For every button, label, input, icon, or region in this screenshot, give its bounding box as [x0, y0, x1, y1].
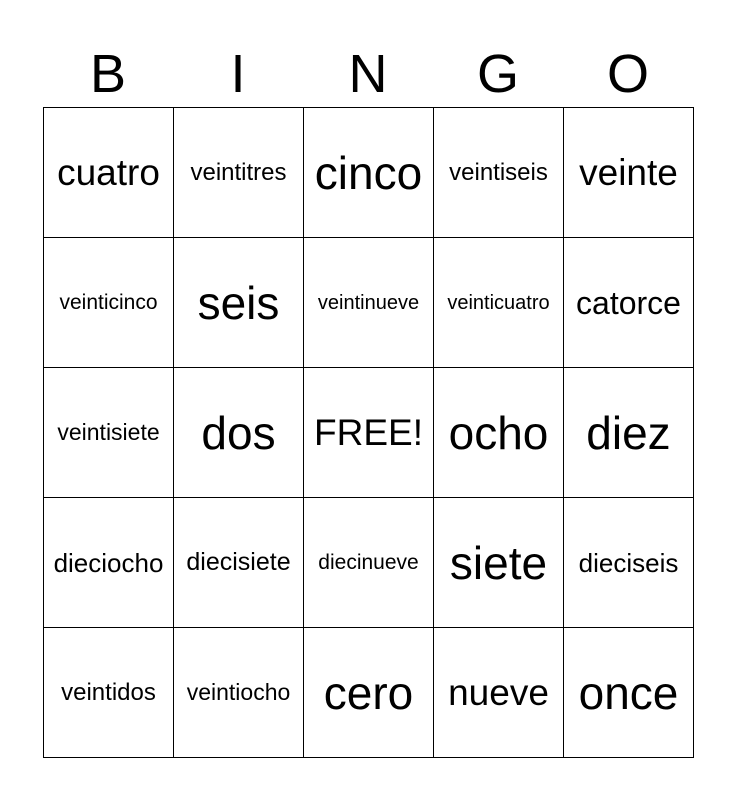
header-letter-g: G	[476, 44, 519, 104]
bingo-cell[interactable]: cero	[304, 628, 434, 758]
header-letter-o: O	[606, 44, 649, 104]
bingo-cell[interactable]: diecinueve	[304, 498, 434, 628]
bingo-cell[interactable]: veinticuatro	[434, 238, 564, 368]
bingo-cell[interactable]: once	[564, 628, 694, 758]
bingo-cell[interactable]: cinco	[304, 108, 434, 238]
bingo-cell[interactable]: catorce	[564, 238, 694, 368]
bingo-cell[interactable]: cuatro	[44, 108, 174, 238]
free-space[interactable]: FREE!	[304, 368, 434, 498]
bingo-cell[interactable]: veinte	[564, 108, 694, 238]
header-letter-b: B	[89, 44, 127, 104]
bingo-cell[interactable]: ocho	[434, 368, 564, 498]
bingo-cell[interactable]: veintiseis	[434, 108, 564, 238]
bingo-cell[interactable]: veintiocho	[174, 628, 304, 758]
bingo-cell[interactable]: veintitres	[174, 108, 304, 238]
bingo-cell[interactable]: diez	[564, 368, 694, 498]
bingo-cell[interactable]: diecisiete	[174, 498, 304, 628]
bingo-cell[interactable]: dieciseis	[564, 498, 694, 628]
bingo-cell[interactable]: dieciocho	[44, 498, 174, 628]
bingo-cell[interactable]: siete	[434, 498, 564, 628]
bingo-cell[interactable]: veintidos	[44, 628, 174, 758]
bingo-cell[interactable]: veinticinco	[44, 238, 174, 368]
bingo-cell[interactable]: nueve	[434, 628, 564, 758]
bingo-header	[43, 40, 693, 108]
bingo-cell[interactable]: veintinueve	[304, 238, 434, 368]
header-letter-i: I	[230, 44, 246, 104]
bingo-cell[interactable]: dos	[174, 368, 304, 498]
header-letter-n: N	[348, 44, 388, 104]
bingo-cell[interactable]: seis	[174, 238, 304, 368]
bingo-board	[43, 107, 694, 758]
bingo-cell[interactable]: veintisiete	[44, 368, 174, 498]
